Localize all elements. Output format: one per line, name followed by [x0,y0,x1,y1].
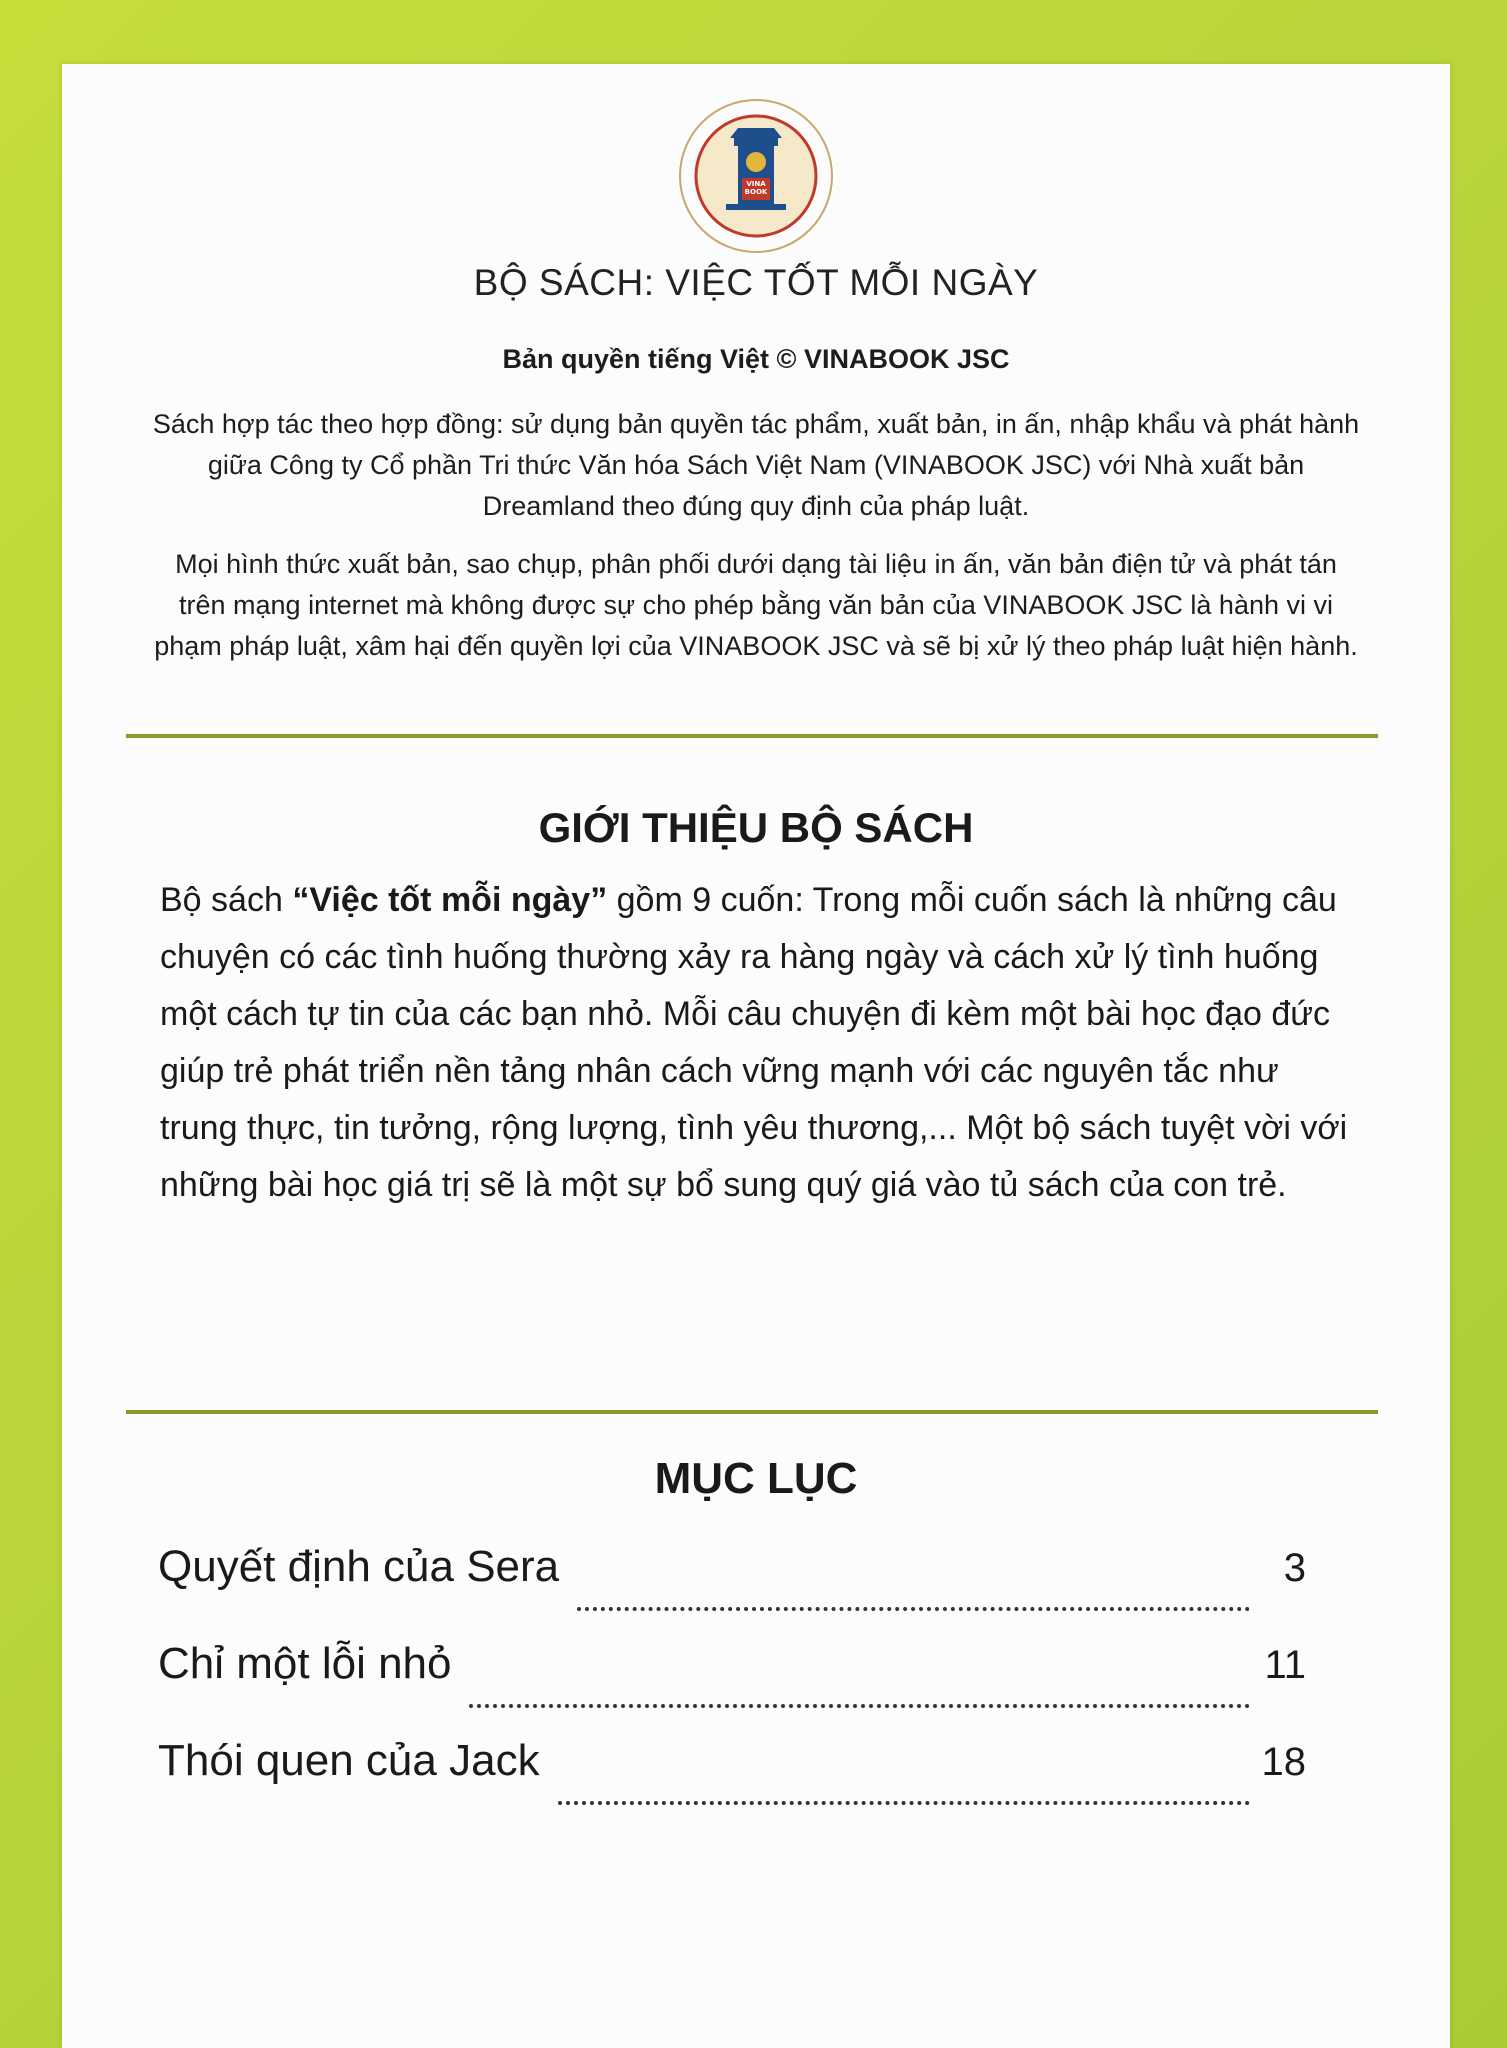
copyright-line: Bản quyền tiếng Việt © VINABOOK JSC [502,344,1010,374]
toc-entry-title: Quyết định của Sera [158,1542,560,1591]
toc-heading: MỤC LỤC [654,1454,858,1503]
intro-book-name: “Việc tốt mỗi ngày” [292,881,608,919]
svg-text:BOOK: BOOK [744,188,768,196]
series-title: BỘ SÁCH: VIỆC TỐT MỖI NGÀY [473,262,1039,303]
section-divider [126,734,1378,738]
intro-paragraph [160,872,1362,1214]
intro-heading: GIỚI THIỆU BỘ SÁCH [538,804,974,851]
toc-entry-title: Chỉ một lỗi nhỏ [158,1639,452,1688]
toc-dot-leader [558,1801,1250,1805]
table-of-contents [158,1542,1306,1833]
intro-body-text: gồm 9 cuốn: Trong mỗi cuốn sách là những câu chuyện có các tình huống thường xảy ra hàng ngày và cách xử lý tình huống một cách tự tin của các bạn nhỏ. Mỗi câu chuyện đi kèm một bài học đạo đức giúp trẻ phát triển nền tảng nhân cách vững mạnh với các nguyên tắc như trung thực, tin tưởng, rộng lượng, tình yêu thương,... Một bộ sách tuyệt vời với những bài học giá trị sẽ là một sự bổ sung quý giá vào tủ sách của con trẻ. [160,881,1348,1204]
toc-entry-page: 18 [1261,1740,1306,1784]
toc-entry-page: 3 [1283,1546,1306,1590]
toc-dot-leader [469,1704,1250,1708]
intro-lead-text: Bộ sách [160,881,293,919]
svg-text:VINA: VINA [746,180,766,188]
toc-entry [158,1542,1306,1639]
toc-entry-page: 11 [1264,1643,1306,1687]
toc-entry [158,1639,1306,1736]
legal-notice-paragraph: Mọi hình thức xuất bản, sao chụp, phân phối dưới dạng tài liệu in ấn, văn bản điện tử và phát tán trên mạng internet mà không được sự cho phép bằng văn bản của VINABOOK JSC là hành vi vi phạm pháp luật, xâm hại đến quyền lợi của VINABOOK JSC và sẽ bị xử lý theo pháp luật hiện hành. [154,549,1358,661]
toc-entry [158,1736,1306,1833]
contract-paragraph: Sách hợp tác theo hợp đồng: sử dụng bản quyền tác phẩm, xuất bản, in ấn, nhập khẩu và phát hành giữa Công ty Cổ phần Tri thức Văn hóa Sách Việt Nam (VINABOOK JSC) với Nhà xuất bản Dreamland theo đúng quy định của pháp luật. [152,409,1360,521]
book-page [62,64,1450,2048]
section-divider [126,1410,1378,1414]
toc-entry-title: Thói quen của Jack [158,1736,540,1785]
publisher-seal-logo [676,96,836,256]
toc-dot-leader [577,1607,1250,1611]
